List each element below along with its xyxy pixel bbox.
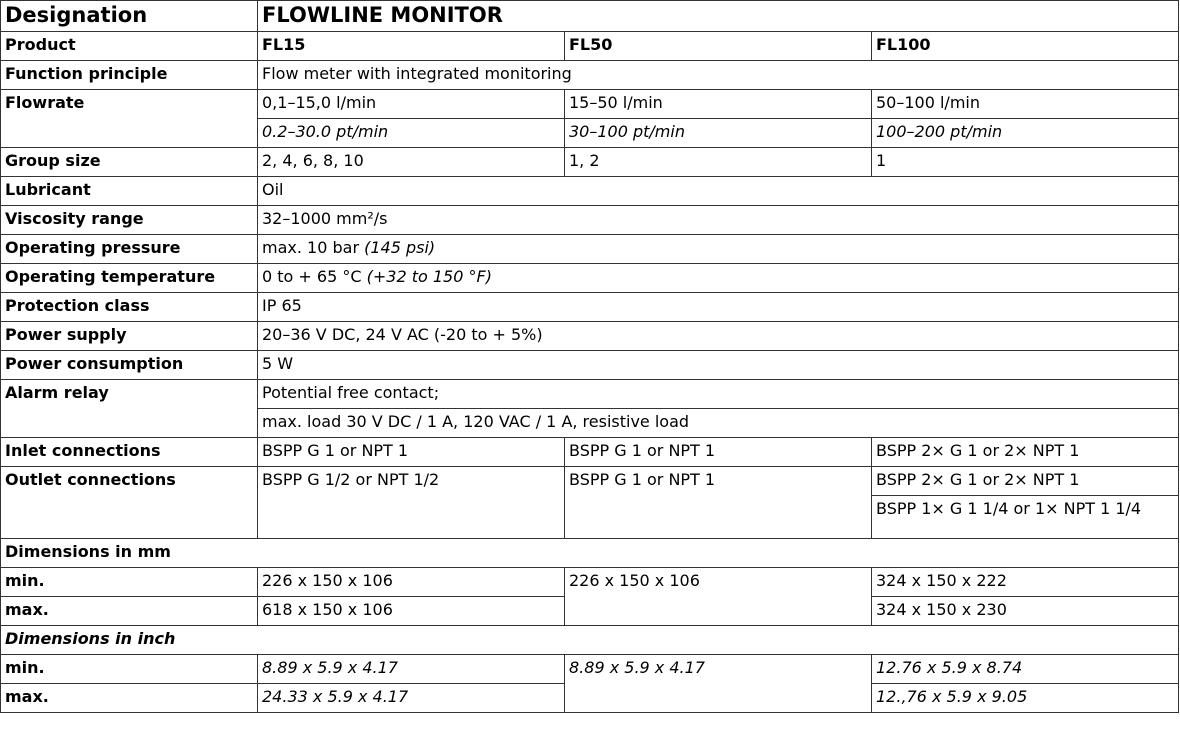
product-row	[1, 32, 1179, 61]
viscosity-value: 32–1000 mm²/s	[258, 206, 1179, 235]
product-fl100: FL100	[872, 32, 1179, 61]
dimensions-mm-min-label: min.	[1, 568, 258, 597]
power-consumption-value: 5 W	[258, 351, 1179, 380]
group-size-fl15: 2, 4, 6, 8, 10	[258, 148, 565, 177]
protection-label: Protection class	[1, 293, 258, 322]
group-size-fl100: 1	[872, 148, 1179, 177]
alarm-relay-line1: Potential free contact;	[258, 380, 1179, 409]
dimensions-inch-min-row	[1, 655, 1179, 684]
temperature-value: 0 to + 65 °C	[262, 267, 362, 286]
temperature-row	[1, 264, 1179, 293]
dimensions-inch-fl100-min: 12.76 x 5.9 x 8.74	[872, 655, 1179, 684]
group-size-row	[1, 148, 1179, 177]
temperature-imperial: (+32 to 150 °F)	[366, 267, 492, 286]
pressure-row	[1, 235, 1179, 264]
protection-row	[1, 293, 1179, 322]
designation-row	[1, 1, 1179, 32]
dimensions-inch-fl100-max: 12.,76 x 5.9 x 9.05	[872, 684, 1179, 713]
viscosity-row	[1, 206, 1179, 235]
alarm-relay-line2: max. load 30 V DC / 1 A, 120 VAC / 1 A, resistive load	[258, 409, 1179, 438]
dimensions-mm-fl50: 226 x 150 x 106	[565, 568, 872, 626]
alarm-relay-row	[1, 380, 1179, 409]
function-principle-row	[1, 61, 1179, 90]
flowrate-fl100-metric: 50–100 l/min	[872, 90, 1179, 119]
inlet-fl15: BSPP G 1 or NPT 1	[258, 438, 565, 467]
outlet-fl15: BSPP G 1/2 or NPT 1/2	[258, 467, 565, 539]
designation-label: Designation	[1, 1, 258, 32]
dimensions-mm-max-label: max.	[1, 597, 258, 626]
power-consumption-row	[1, 351, 1179, 380]
dimensions-inch-min-label: min.	[1, 655, 258, 684]
alarm-relay-label: Alarm relay	[1, 380, 258, 438]
dimensions-mm-header-row	[1, 539, 1179, 568]
flowrate-fl15-imperial: 0.2–30.0 pt/min	[258, 119, 565, 148]
flowrate-row	[1, 90, 1179, 119]
flowrate-label: Flowrate	[1, 90, 258, 148]
power-supply-label: Power supply	[1, 322, 258, 351]
product-fl50: FL50	[565, 32, 872, 61]
inlet-fl50: BSPP G 1 or NPT 1	[565, 438, 872, 467]
protection-value: IP 65	[258, 293, 1179, 322]
flowrate-fl50-imperial: 30–100 pt/min	[565, 119, 872, 148]
flowrate-fl100-imperial: 100–200 pt/min	[872, 119, 1179, 148]
flowrate-fl50-metric: 15–50 l/min	[565, 90, 872, 119]
inlet-fl100: BSPP 2× G 1 or 2× NPT 1	[872, 438, 1179, 467]
dimensions-inch-label: Dimensions in inch	[1, 626, 1179, 655]
outlet-fl50: BSPP G 1 or NPT 1	[565, 467, 872, 539]
inlet-row	[1, 438, 1179, 467]
pressure-label: Operating pressure	[1, 235, 258, 264]
dimensions-mm-fl100-min: 324 x 150 x 222	[872, 568, 1179, 597]
outlet-fl100-a: BSPP 2× G 1 or 2× NPT 1	[872, 467, 1179, 496]
dimensions-mm-label: Dimensions in mm	[1, 539, 1179, 568]
dimensions-mm-fl15-min: 226 x 150 x 106	[258, 568, 565, 597]
outlet-row	[1, 467, 1179, 496]
temperature-cell	[258, 264, 1179, 293]
dimensions-mm-min-row	[1, 568, 1179, 597]
product-label: Product	[1, 32, 258, 61]
dimensions-mm-fl100-max: 324 x 150 x 230	[872, 597, 1179, 626]
designation-value: FLOWLINE MONITOR	[258, 1, 1179, 32]
temperature-label: Operating temperature	[1, 264, 258, 293]
viscosity-label: Viscosity range	[1, 206, 258, 235]
power-consumption-label: Power consumption	[1, 351, 258, 380]
power-supply-value: 20–36 V DC, 24 V AC (-20 to + 5%)	[258, 322, 1179, 351]
power-supply-row	[1, 322, 1179, 351]
dimensions-inch-fl15-max: 24.33 x 5.9 x 4.17	[258, 684, 565, 713]
group-size-fl50: 1, 2	[565, 148, 872, 177]
inlet-label: Inlet connections	[1, 438, 258, 467]
group-size-label: Group size	[1, 148, 258, 177]
dimensions-mm-fl15-max: 618 x 150 x 106	[258, 597, 565, 626]
flowrate-fl15-metric: 0,1–15,0 l/min	[258, 90, 565, 119]
pressure-imperial: (145 psi)	[364, 238, 436, 257]
outlet-label: Outlet connections	[1, 467, 258, 539]
pressure-cell	[258, 235, 1179, 264]
lubricant-row	[1, 177, 1179, 206]
dimensions-inch-fl50: 8.89 x 5.9 x 4.17	[565, 655, 872, 713]
lubricant-value: Oil	[258, 177, 1179, 206]
outlet-fl100-b: BSPP 1× G 1 1/4 or 1× NPT 1 1/4	[872, 496, 1179, 539]
pressure-value: max. 10 bar	[262, 238, 360, 257]
lubricant-label: Lubricant	[1, 177, 258, 206]
dimensions-inch-fl15-min: 8.89 x 5.9 x 4.17	[258, 655, 565, 684]
function-principle-label: Function principle	[1, 61, 258, 90]
function-principle-value: Flow meter with integrated monitoring	[258, 61, 1179, 90]
dimensions-inch-header-row	[1, 626, 1179, 655]
dimensions-inch-max-label: max.	[1, 684, 258, 713]
product-fl15: FL15	[258, 32, 565, 61]
